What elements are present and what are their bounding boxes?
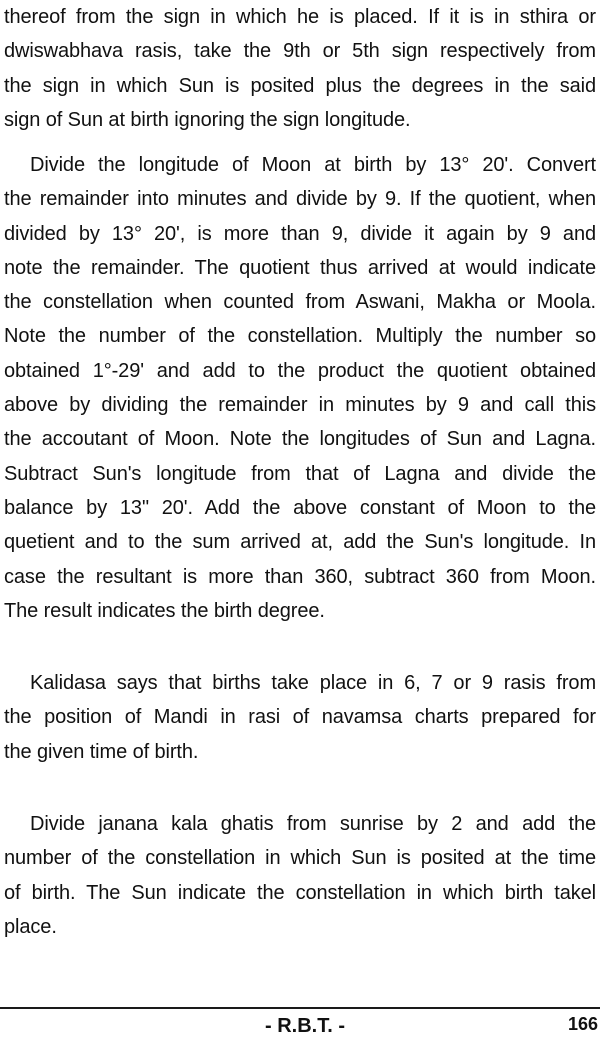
text-line: Subtract Sun's longitude from that of Lagna and divide the xyxy=(4,462,596,485)
text-line: Divide the longitude of Moon at birth by 13° 20'. Convert xyxy=(30,154,596,176)
paragraph-1 xyxy=(4,0,596,137)
text-line: Kalidasa says that births take place in 6, 7 or 9 rasis from xyxy=(30,672,596,694)
paragraph-4 xyxy=(4,807,596,944)
text-line: note the remainder. The quotient thus arrived at would indicate xyxy=(4,256,596,279)
text-line: the constellation when counted from Aswani, Makha or Moola. xyxy=(4,291,596,314)
text-line: case the resultant is more than 360, subtract 360 from Moon. xyxy=(4,565,596,588)
text-line: The result indicates the birth degree. xyxy=(4,599,325,622)
paragraph-2 xyxy=(4,148,596,628)
page-number: 166 xyxy=(567,1014,598,1034)
text-line: the sign in which Sun is posited plus the degrees in the said xyxy=(4,74,596,97)
footer-divider xyxy=(0,1007,600,1009)
paragraph-3 xyxy=(4,666,596,769)
text-line: the remainder into minutes and divide by 9. If the quotient, when xyxy=(4,188,596,211)
text-line: dwiswabhava rasis, take the 9th or 5th sign respectively from xyxy=(4,40,596,63)
text-line: obtained 1°-29' and add to the product the quotient obtained xyxy=(4,359,596,382)
text-line: the accoutant of Moon. Note the longitudes of Sun and Lagna. xyxy=(4,428,596,451)
text-line: number of the constellation in which Sun is posited at the time xyxy=(4,847,596,870)
text-line: the given time of birth. xyxy=(4,740,199,763)
text-line: divided by 13° 20', is more than 9, divide it again by 9 and xyxy=(4,222,596,245)
text-line: place. xyxy=(4,915,57,938)
text-line: Divide janana kala ghatis from sunrise by 2 and add the xyxy=(30,813,596,835)
text-line: above by dividing the remainder in minutes by 9 and call this xyxy=(4,394,596,417)
text-line: of birth. The Sun indicate the constellation in which birth takel xyxy=(4,881,596,904)
text-line: balance by 13" 20'. Add the above constant of Moon to the xyxy=(4,496,596,519)
text-line: Note the number of the constellation. Multiply the number so xyxy=(4,325,596,348)
text-line: quetient and to the sum arrived at, add the Sun's longitude. In xyxy=(4,531,596,554)
text-line: sign of Sun at birth ignoring the sign longitude. xyxy=(4,108,411,131)
footer-mark: - R.B.T. - xyxy=(265,1015,345,1037)
text-line: the position of Mandi in rasi of navamsa charts prepared for xyxy=(4,706,596,729)
text-line: thereof from the sign in which he is placed. If it is in sthira or xyxy=(4,6,596,28)
